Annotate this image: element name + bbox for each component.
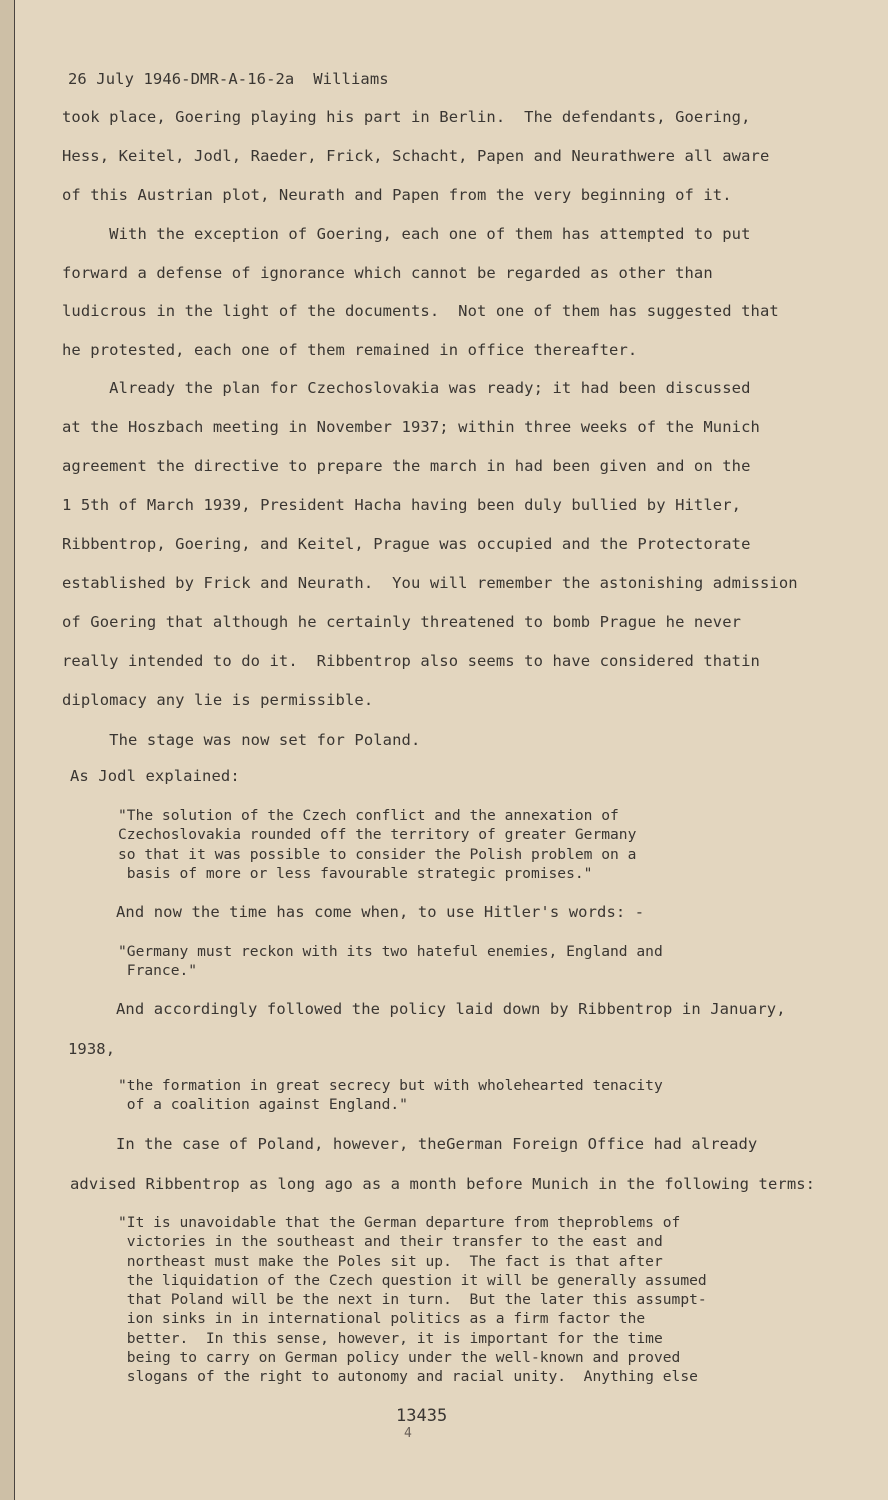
body-line: of this Austrian plot, Neurath and Papen from the very beginning of it.: [62, 186, 732, 204]
page-number: 13435: [396, 1406, 448, 1426]
body-line: 1 5th of March 1939, President Hacha having been duly bullied by Hitler,: [62, 496, 742, 514]
document-header: 26 July 1946-DMR-A-16-2a Williams: [68, 70, 389, 88]
body-line: advised Ribbentrop as long ago as a month before Munich in the following terms:: [70, 1175, 816, 1193]
body-line: In the case of Poland, however, theGerman Foreign Office had already: [116, 1135, 758, 1153]
body-line: With the exception of Goering, each one of them has attempted to put: [62, 225, 751, 243]
body-line: As Jodl explained:: [70, 767, 240, 785]
body-line: agreement the directive to prepare the march in had been given and on the: [62, 457, 751, 475]
body-line: Hess, Keitel, Jodl, Raeder, Frick, Schacht, Papen and Neurathwere all aware: [62, 147, 770, 165]
body-line: took place, Goering playing his part in Berlin. The defendants, Goering,: [62, 108, 751, 126]
body-line: forward a defense of ignorance which cannot be regarded as other than: [62, 264, 713, 282]
block-quote: "Germany must reckon with its two hateful enemies, England and France.": [118, 943, 663, 980]
page-sub-number: 4: [404, 1426, 412, 1441]
block-quote: "It is unavoidable that the German departure from theproblems of victories in the southeast and their transfer to the east and northeast must make the Poles sit up. The fact is that after the liquidation of the Czech question it will be generally assumed that Poland will be the next in turn. But the later this assumpt- ion sinks in in international politics as a firm factor the better. In this sense, however, it is important for the time being to carry on German policy under the well-known and proved slogans of the right to autonomy and racial unity. Anything else: [118, 1214, 707, 1386]
body-line: diplomacy any lie is permissible.: [62, 691, 374, 709]
body-line: really intended to do it. Ribbentrop also seems to have considered thatin: [62, 652, 760, 670]
block-quote: "The solution of the Czech conflict and the annexation of Czechoslovakia rounded off the territory of greater Germany so that it was possible to consider the Polish problem on a basis of more or less favourable strategic promises.": [118, 807, 637, 882]
body-line: Already the plan for Czechoslovakia was ready; it had been discussed: [62, 379, 751, 397]
body-line: established by Frick and Neurath. You will remember the astonishing admission: [62, 574, 798, 592]
block-quote: "the formation in great secrecy but with wholehearted tenacity of a coalition against England.": [118, 1077, 663, 1114]
body-line: at the Hoszbach meeting in November 1937; within three weeks of the Munich: [62, 418, 760, 436]
body-line: And accordingly followed the policy laid down by Ribbentrop in January,: [116, 1000, 786, 1018]
body-line: of Goering that although he certainly threatened to bomb Prague he never: [62, 613, 742, 631]
body-line: The stage was now set for Poland.: [62, 731, 421, 749]
body-line: 1938,: [68, 1040, 116, 1058]
body-line: ludicrous in the light of the documents. Not one of them has suggested that: [62, 302, 779, 320]
torn-left-edge: [0, 0, 15, 1500]
body-line: Ribbentrop, Goering, and Keitel, Prague was occupied and the Protectorate: [62, 535, 751, 553]
body-line: And now the time has come when, to use Hitler's words: -: [116, 903, 645, 921]
body-line: he protested, each one of them remained in office thereafter.: [62, 341, 638, 359]
